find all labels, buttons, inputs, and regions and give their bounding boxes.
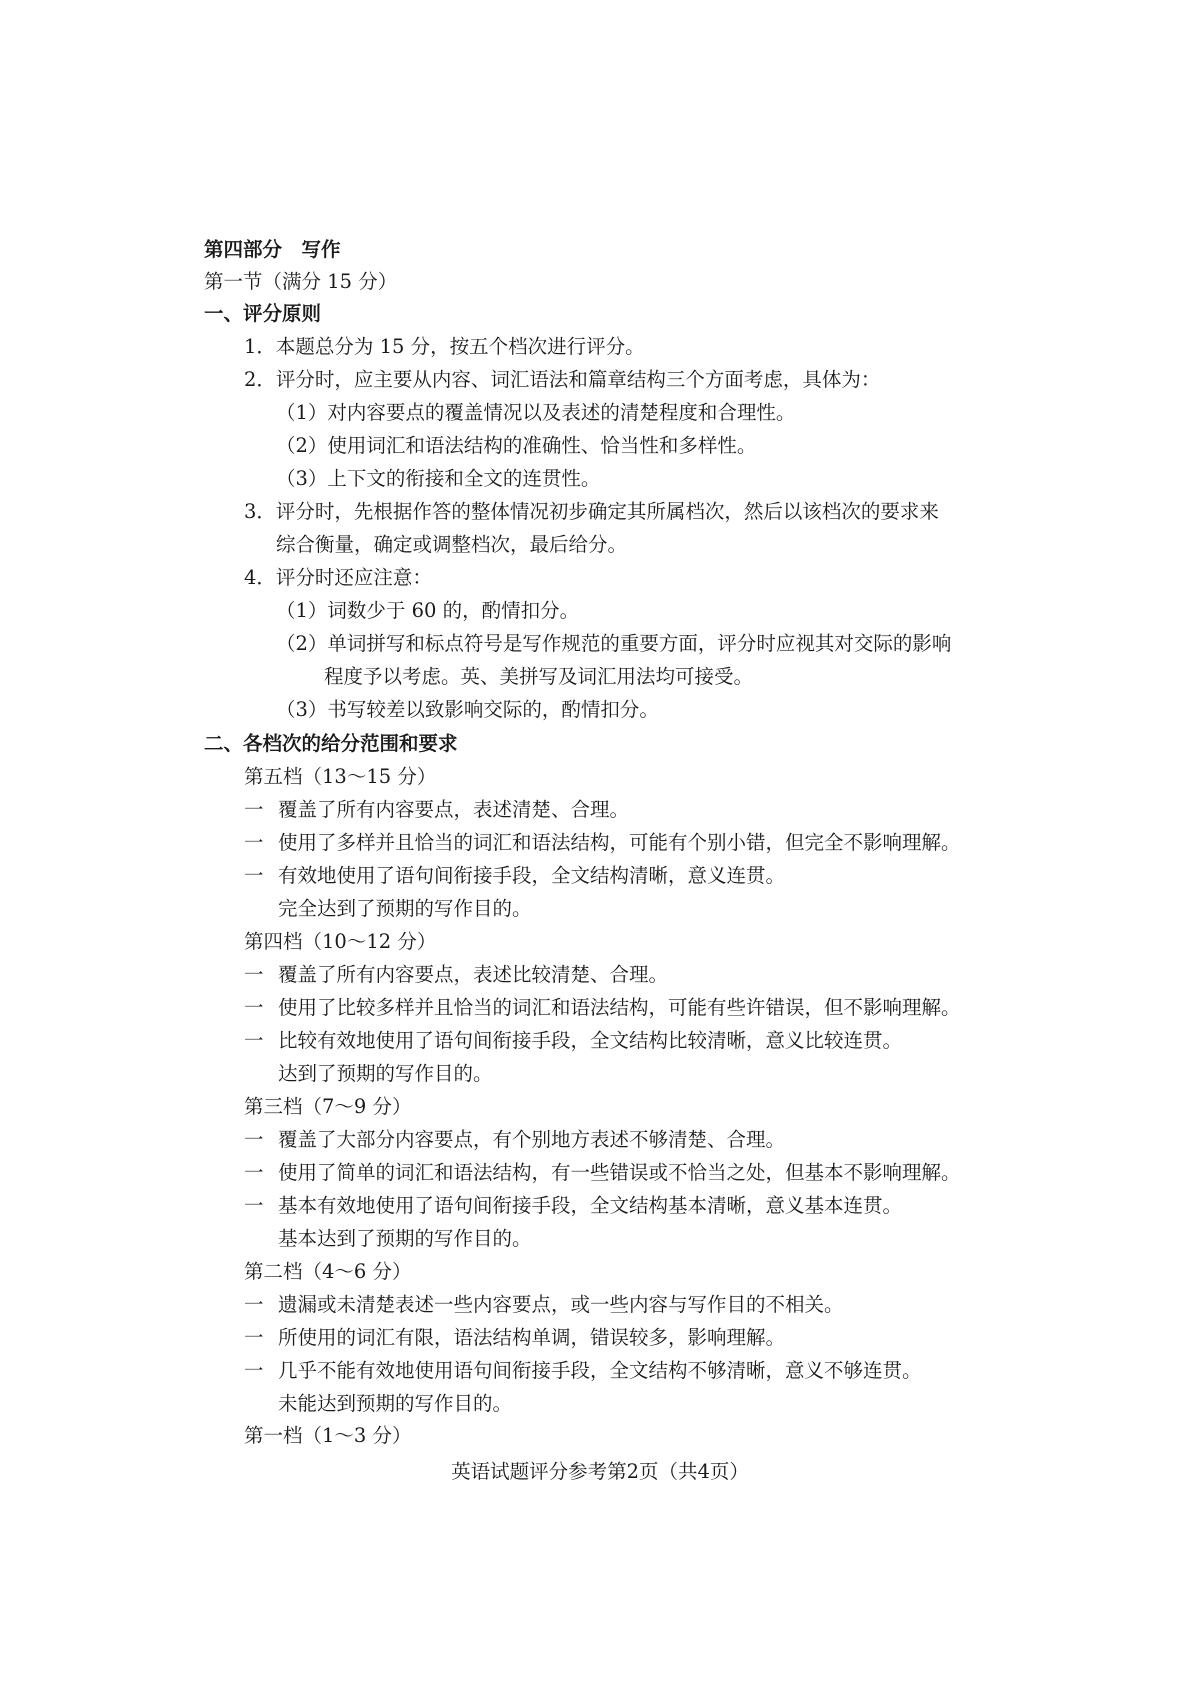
dash-marker: 一 <box>244 1161 264 1184</box>
principle-item-4: 4．评分时还应注意： <box>244 566 432 589</box>
principle-item-4-sub-2-line-2: 程度予以考虑。英、美拼写及词汇用法均可接受。 <box>324 665 754 688</box>
level-2-summary: 未能达到预期的写作目的。 <box>278 1392 513 1415</box>
level-5-bullet-2: 一 使用了多样并且恰当的词汇和语法结构，可能有个别小错，但完全不影响理解。 <box>244 829 961 857</box>
level-4-title: 第四档（10～12 分） <box>244 930 437 953</box>
level-3-bullet-1: 一 覆盖了大部分内容要点，有个别地方表述不够清楚、合理。 <box>244 1126 785 1154</box>
principle-item-3-line-1: 3．评分时，先根据作答的整体情况初步确定其所属档次，然后以该档次的要求来 <box>244 500 939 523</box>
dash-marker: 一 <box>244 996 264 1019</box>
dash-marker: 一 <box>244 831 264 854</box>
principle-item-4-sub-1: （1）词数少于 60 的，酌情扣分。 <box>276 599 580 622</box>
principles-heading: 一、评分原则 <box>204 302 322 325</box>
level-5-bullet-1: 一 覆盖了所有内容要点，表述清楚、合理。 <box>244 796 629 824</box>
level-4-summary: 达到了预期的写作目的。 <box>278 1062 493 1085</box>
level-2-bullet-3: 一 几乎不能有效地使用语句间衔接手段，全文结构不够清晰，意义不够连贯。 <box>244 1357 922 1385</box>
level-2-title: 第二档（4～6 分） <box>244 1260 412 1283</box>
principle-item-4-sub-2-line-1: （2）单词拼写和标点符号是写作规范的重要方面，评分时应视其对交际的影响 <box>276 632 952 655</box>
part-title: 第四部分 写作 <box>204 238 341 261</box>
level-3-bullet-3: 一 基本有效地使用了语句间衔接手段，全文结构基本清晰，意义基本连贯。 <box>244 1192 902 1220</box>
dash-marker: 一 <box>244 1128 264 1151</box>
level-2-bullet-2: 一 所使用的词汇有限，语法结构单调，错误较多，影响理解。 <box>244 1324 785 1352</box>
dash-marker: 一 <box>244 1326 264 1349</box>
dash-marker: 一 <box>244 963 264 986</box>
principle-item-2-sub-3: （3）上下文的衔接和全文的连贯性。 <box>276 467 601 490</box>
level-4-bullet-1: 一 覆盖了所有内容要点，表述比较清楚、合理。 <box>244 961 668 989</box>
level-5-summary: 完全达到了预期的写作目的。 <box>278 897 532 920</box>
principle-item-1: 1．本题总分为 15 分，按五个档次进行评分。 <box>244 335 645 358</box>
dash-marker: 一 <box>244 1029 264 1052</box>
levels-heading: 二、各档次的给分范围和要求 <box>204 732 458 755</box>
level-3-title: 第三档（7～9 分） <box>244 1095 412 1118</box>
level-3-summary: 基本达到了预期的写作目的。 <box>278 1227 532 1250</box>
dash-marker: 一 <box>244 1293 264 1316</box>
principle-item-3-line-2: 综合衡量，确定或调整档次，最后给分。 <box>276 533 628 556</box>
level-5-bullet-3: 一 有效地使用了语句间衔接手段，全文结构清晰，意义连贯。 <box>244 862 785 890</box>
section-title: 第一节（满分 15 分） <box>204 270 398 293</box>
principle-item-2: 2．评分时，应主要从内容、词汇语法和篇章结构三个方面考虑，具体为： <box>244 368 881 391</box>
principle-item-2-sub-2: （2）使用词汇和语法结构的准确性、恰当性和多样性。 <box>276 434 757 457</box>
level-5-title: 第五档（13～15 分） <box>244 765 437 788</box>
dash-marker: 一 <box>244 864 264 887</box>
level-4-bullet-3: 一 比较有效地使用了语句间衔接手段，全文结构比较清晰，意义比较连贯。 <box>244 1027 902 1055</box>
level-2-bullet-1: 一 遗漏或未清楚表述一些内容要点，或一些内容与写作目的不相关。 <box>244 1291 844 1319</box>
level-4-bullet-2: 一 使用了比较多样并且恰当的词汇和语法结构，可能有些许错误，但不影响理解。 <box>244 994 961 1022</box>
principle-item-4-sub-3: （3）书写较差以致影响交际的，酌情扣分。 <box>276 698 659 721</box>
level-1-title: 第一档（1～3 分） <box>244 1424 412 1447</box>
level-3-bullet-2: 一 使用了简单的词汇和语法结构，有一些错误或不恰当之处，但基本不影响理解。 <box>244 1159 961 1187</box>
principle-item-2-sub-1: （1）对内容要点的覆盖情况以及表述的清楚程度和合理性。 <box>276 401 796 424</box>
dash-marker: 一 <box>244 1359 264 1382</box>
page-footer: 英语试题评分参考第2页（共4页） <box>451 1460 749 1483</box>
dash-marker: 一 <box>244 798 264 821</box>
dash-marker: 一 <box>244 1194 264 1217</box>
